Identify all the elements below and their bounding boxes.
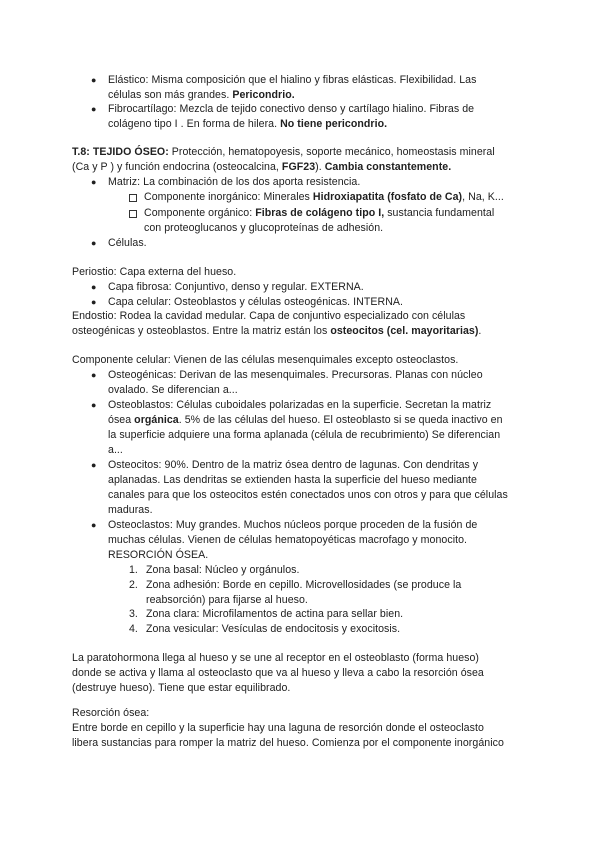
osteocitos-line-4: maduras.: [108, 504, 153, 516]
bullet-icon: ●: [91, 297, 97, 307]
bullet-icon: ●: [91, 104, 97, 114]
osteoblastos-line-4: a...: [108, 444, 123, 456]
paratohormona-line-3: (destruye hueso). Tiene que estar equilibrado.: [72, 682, 291, 694]
osteoblastos-line-3: la superficie adquiere una forma aplanada (célula de recubrimiento) Se diferencian: [108, 429, 501, 441]
osteoblastos-line-2: ósea orgánica. 5% de las células del hueso. El osteoblasto si se queda inactivo en: [108, 414, 503, 426]
osteogenicas-line-1: Osteogénicas: Derivan de las mesenquimales. Precursoras. Planas con núcleo: [108, 369, 483, 381]
osteoclastos-line-2: muchas células. Vienen de células hematopoyéticas macrofago y monocito.: [108, 534, 468, 546]
componente-celular-text: Componente celular: Vienen de las células mesenquimales excepto osteoclastos.: [72, 354, 459, 366]
elastico-line-2: células son más grandes. Pericondrio.: [108, 89, 295, 101]
osteoblastos-line-1: Osteoblastos: Células cuboidales polarizadas en la superficie. Secretan la matriz: [108, 399, 492, 411]
organico-line-2: con proteoglucanos y glucoproteínas de adhesión.: [144, 222, 384, 234]
bullet-icon: ●: [91, 177, 97, 187]
list-number: 4.: [129, 623, 138, 635]
osteoclastos-line-3: RESORCIÓN ÓSEA.: [108, 549, 209, 561]
osteocitos-line-3: canales para que los osteocitos estén conectados unos con otros y para que células: [108, 489, 508, 501]
bullet-icon: ●: [91, 400, 97, 410]
osteocitos-line-1: Osteocitos: 90%. Dentro de la matriz ósea dentro de lagunas. Con dendritas y: [108, 459, 479, 471]
matriz-text: Matriz: La combinación de los dos aporta resistencia.: [108, 176, 361, 188]
inorganico-text: Componente inorgánico: Minerales Hidroxiapatita (fosfato de Ca), Na, K...: [144, 191, 504, 203]
zona-clara-text: Zona clara: Microfilamentos de actina para sellar bien.: [146, 608, 404, 620]
resorcion-line-2: libera sustancias para romper la matriz del hueso. Comienza por el componente inorgánico: [72, 737, 504, 749]
capa-celular-text: Capa celular: Osteoblastos y células osteogénicas. INTERNA.: [108, 296, 404, 308]
fibro-line-2: colágeno tipo I . En forma de hilera. No tiene pericondrio.: [108, 118, 388, 130]
resorcion-line-1: Entre borde en cepillo y la superficie hay una laguna de resorción donde el osteoclasto: [72, 722, 484, 734]
bullet-icon: ●: [91, 238, 97, 248]
paratohormona-line-1: La paratohormona llega al hueso y se une al receptor en el osteoblasto (forma hueso): [72, 652, 480, 664]
osteoclastos-line-1: Osteoclastos: Muy grandes. Muchos núcleos porque proceden de la fusión de: [108, 519, 478, 531]
zona-adhesion-line-2: reabsorción) para fijarse al hueso.: [146, 594, 308, 606]
capa-fibrosa-text: Capa fibrosa: Conjuntivo, denso y regular. EXTERNA.: [108, 281, 364, 293]
resorcion-title: Resorción ósea:: [72, 707, 150, 719]
list-number: 3.: [129, 608, 138, 620]
osteogenicas-line-2: ovalado. Se diferencian a...: [108, 384, 238, 396]
bullet-icon: ●: [91, 460, 97, 470]
checkbox-inorganico[interactable]: [129, 194, 137, 202]
zona-basal-text: Zona basal: Núcleo y orgánulos.: [146, 564, 300, 576]
endostio-line-2: osteogénicas y osteoblastos. Entre la matriz están los osteocitos (cel. mayoritarias).: [72, 325, 482, 337]
section-title: T.8: TEJIDO ÓSEO:: [72, 146, 172, 158]
elastico-line-1: Elástico: Misma composición que el hialino y fibras elásticas. Flexibilidad. Las: [108, 74, 477, 86]
list-number: 2.: [129, 579, 138, 591]
zona-vesicular-text: Zona vesicular: Vesículas de endocitosis y exocitosis.: [146, 623, 401, 635]
section-t8-line-1: T.8: TEJIDO ÓSEO: Protección, hematopoyesis, soporte mecánico, homeostasis mineral: [72, 146, 495, 158]
celulas-text: Células.: [108, 237, 147, 249]
periostio-title: Periostio: Capa externa del hueso.: [72, 266, 237, 278]
list-number: 1.: [129, 564, 138, 576]
bullet-icon: ●: [91, 370, 97, 380]
bullet-icon: ●: [91, 520, 97, 530]
organico-line-1: Componente orgánico: Fibras de colágeno tipo I, sustancia fundamental: [144, 207, 495, 219]
endostio-line-1: Endostio: Rodea la cavidad medular. Capa de conjuntivo especializado con células: [72, 310, 466, 322]
fibro-line-1: Fibrocartílago: Mezcla de tejido conectivo denso y cartílago hialino. Fibras de: [108, 103, 475, 115]
checkbox-organico[interactable]: [129, 210, 137, 218]
bullet-icon: ●: [91, 282, 97, 292]
bullet-icon: ●: [91, 75, 97, 85]
zona-adhesion-line-1: Zona adhesión: Borde en cepillo. Microvellosidades (se produce la: [146, 579, 462, 591]
section-t8-line-2: (Ca y P ) y función endocrina (osteocalcina, FGF23). Cambia constantemente.: [72, 161, 452, 173]
osteocitos-line-2: aplanadas. Las dendritas se extienden hasta la superficie del hueso mediante: [108, 474, 477, 486]
paratohormona-line-2: donde se activa y llama al osteoclasto que va al hueso y lleva a cabo la resorción ósea: [72, 667, 484, 679]
